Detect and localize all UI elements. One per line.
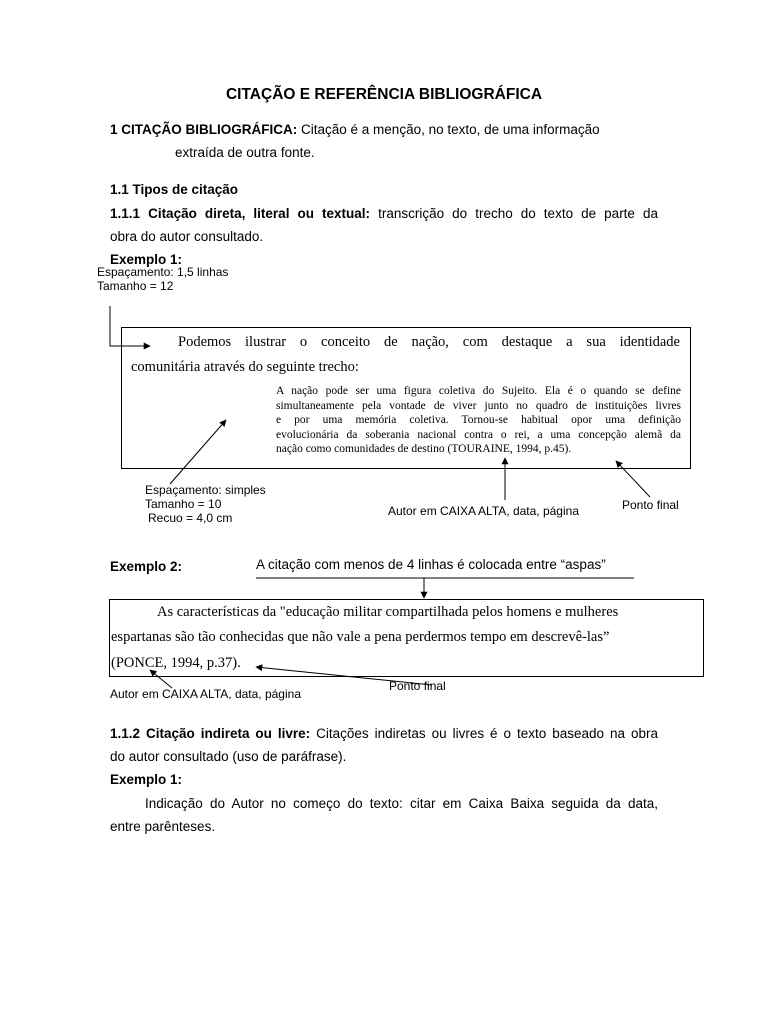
indent-note: Recuo = 4,0 cm bbox=[148, 511, 233, 525]
section-1-1-1-text: transcrição do trecho do texto de parte da bbox=[378, 206, 658, 221]
section-1-1-2-heading: 1.1.2 Citação indireta ou livre: bbox=[110, 726, 311, 741]
section-1-1-1-line2: obra do autor consultado. bbox=[110, 229, 264, 244]
example-1-para-line1: Podemos ilustrar o conceito de nação, com destaque a sua identidade bbox=[178, 334, 680, 350]
section-1-heading: 1 CITAÇÃO BIBLIOGRÁFICA: bbox=[110, 122, 298, 137]
section-1-line2: extraída de outra fonte. bbox=[175, 145, 315, 160]
example-1-label: Exemplo 1: bbox=[110, 252, 183, 267]
quote-line: nação como comunidades de destino (TOURAINE, 1994, p.45). bbox=[276, 443, 572, 455]
example-1b-line1: Indicação do Autor no começo do texto: citar em Caixa Baixa seguida da data, bbox=[145, 796, 658, 811]
simple-spacing-arrow bbox=[170, 420, 226, 484]
final-point-arrow-1 bbox=[616, 461, 650, 497]
author-note-2: Autor em CAIXA ALTA, data, página bbox=[110, 687, 301, 701]
section-1-text: Citação é a menção, no texto, de uma informação bbox=[301, 122, 600, 137]
final-point-arrow-2 bbox=[256, 667, 432, 685]
example-2-note: A citação com menos de 4 linhas é colocada entre “aspas” bbox=[256, 557, 606, 572]
spacing-note: Espaçamento: 1,5 linhas bbox=[97, 265, 229, 279]
example-2-line3: (PONCE, 1994, p.37). bbox=[111, 655, 241, 671]
simple-spacing-note: Espaçamento: simples bbox=[145, 483, 266, 497]
simple-size-note: Tamanho = 10 bbox=[145, 497, 222, 511]
spacing-arrow bbox=[110, 306, 150, 346]
example-1b-line2: entre parênteses. bbox=[110, 819, 216, 834]
example-1-para-line2: comunitária através do seguinte trecho: bbox=[131, 359, 359, 375]
quote-line: e por uma memória coletiva. Tornou-se habitual opor uma definição bbox=[276, 414, 681, 426]
section-1-1-1-heading: 1.1.1 Citação direta, literal ou textual: bbox=[110, 206, 371, 221]
section-1-1-heading: 1.1 Tipos de citação bbox=[110, 182, 239, 197]
page-title: CITAÇÃO E REFERÊNCIA BIBLIOGRÁFICA bbox=[225, 86, 543, 103]
section-1-1-2-line2: do autor consultado (uso de paráfrase). bbox=[110, 749, 347, 764]
final-point-note-2: Ponto final bbox=[389, 679, 446, 693]
size-note: Tamanho = 12 bbox=[97, 279, 174, 293]
example-2-label: Exemplo 2: bbox=[110, 559, 183, 574]
example-1b-label: Exemplo 1: bbox=[110, 772, 183, 787]
section-1-1-2-text: Citações indiretas ou livres é o texto baseado na obra bbox=[316, 726, 658, 741]
quote-line: evolucionária da soberania nacional contra o rei, a uma concepção alemã da bbox=[276, 428, 681, 441]
author-arrow-2 bbox=[150, 670, 172, 688]
author-note-1: Autor em CAIXA ALTA, data, página bbox=[388, 504, 579, 518]
quote-line: A nação pode ser uma figura coletiva do Sujeito. Ela é o quando se define bbox=[276, 385, 681, 397]
final-point-note-1: Ponto final bbox=[622, 498, 679, 512]
example-2-line2: espartanas são tão conhecidas que não vale a pena perdermos tempo em descrevê-las” bbox=[111, 629, 610, 645]
example-2-line1: As características da "educação militar compartilhada pelos homens e mulheres bbox=[157, 604, 619, 620]
quote-line: simultaneamente pela vontade de viver junto no quadro de instituições livres bbox=[276, 399, 681, 412]
